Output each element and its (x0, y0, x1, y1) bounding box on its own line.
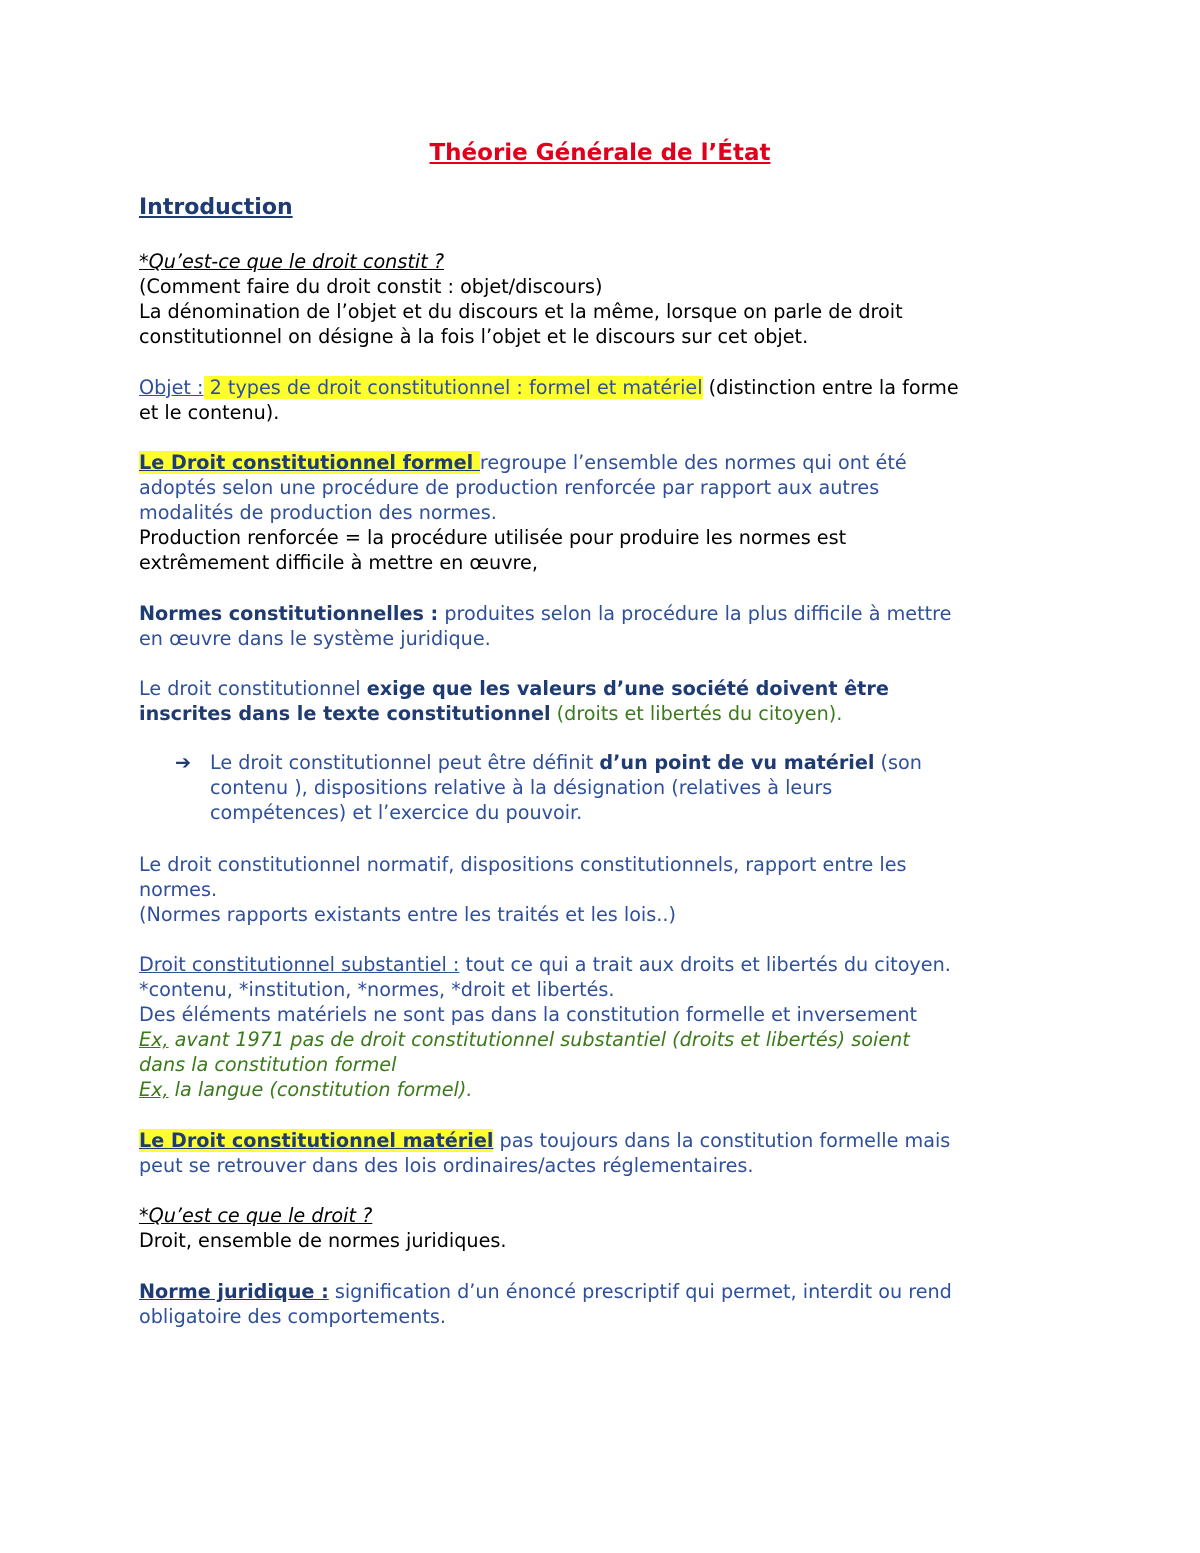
document-title: Théorie Générale de l’État (429, 140, 771, 166)
arrow-right-icon: ➔ (175, 751, 192, 774)
paragraph-normatif: Le droit constitutionnel normatif, dispositions constitutionnels, rapport entre les normes. (Normes rapports existants entre les traités et les lois..) (139, 853, 907, 926)
section-heading: Introduction (139, 195, 293, 220)
paragraph-valeurs: Le droit constitutionnel exige que les valeurs d’une société doivent être inscrites dans le texte constitutionnel (droits et libertés du citoyen). (139, 677, 889, 725)
paragraph-substantiel: Droit constitutionnel substantiel : tout ce qui a trait aux droits et libertés du citoyen. *contenu, *institution, *normes, *droit et libertés. Des éléments matériels ne sont pas dans la constitution formelle et inversement Ex, avant 1971 pas de droit constitutionnel substantiel (droits et libertés) soient dans la constitution formel Ex, la langue (constitution formel). (139, 953, 951, 1101)
term-droit-substantiel: Droit constitutionnel substantiel : (139, 953, 460, 976)
term-norme-juridique: Norme juridique : (139, 1280, 329, 1303)
paragraph-objet-discours: (Comment faire du droit constit : objet/discours) La dénomination de l’objet et du discours et la même, lorsque on parle de droit constitutionnel on désigne à la fois l’objet et le discours sur cet objet. (139, 275, 903, 348)
paragraph-objet: Objet : 2 types de droit constitutionnel : formel et matériel (distinction entre la forme et le contenu). (139, 376, 959, 424)
objet-highlight: 2 types de droit constitutionnel : formel et matériel (203, 376, 703, 399)
objet-label: Objet : (139, 376, 204, 399)
term-normes-constitutionnelles: Normes constitutionnelles : (139, 602, 439, 625)
term-droit-materiel: Le Droit constitutionnel matériel (139, 1129, 494, 1152)
question-droit-constit: *Qu’est-ce que le droit constit ? (139, 250, 445, 273)
paragraph-droit-definition: Droit, ensemble de normes juridiques. (139, 1229, 507, 1252)
paragraph-droit-formel: Le Droit constitutionnel formel regroupe l’ensemble des normes qui ont été adoptés selon une procédure de production renforcée par rapport aux autres modalités de production des normes. Production renforcée = la procédure utilisée pour produire les normes est extrêmement difficile à mettre en œuvre, (139, 451, 907, 574)
bullet-point-materiel: ➔ Le droit constitutionnel peut être définit d’un point de vu matériel (son contenu ), dispositions relative à la désignation (relatives à leurs compétences) et l’exercice du pouvoir. (175, 751, 922, 824)
paragraph-droit-materiel: Le Droit constitutionnel matériel pas toujours dans la constitution formelle mais peut se retrouver dans des lois ordinaires/actes réglementaires. (139, 1129, 951, 1177)
question-droit: *Qu’est ce que le droit ? (139, 1204, 373, 1227)
term-droit-formel: Le Droit constitutionnel formel (139, 451, 480, 474)
paragraph-normes-constitutionnelles: Normes constitutionnelles : produites selon la procédure la plus difficile à mettre en œuvre dans le système juridique. (139, 602, 952, 650)
paragraph-norme-juridique: Norme juridique : signification d’un énoncé prescriptif qui permet, interdit ou rend obligatoire des comportements. (139, 1280, 952, 1328)
